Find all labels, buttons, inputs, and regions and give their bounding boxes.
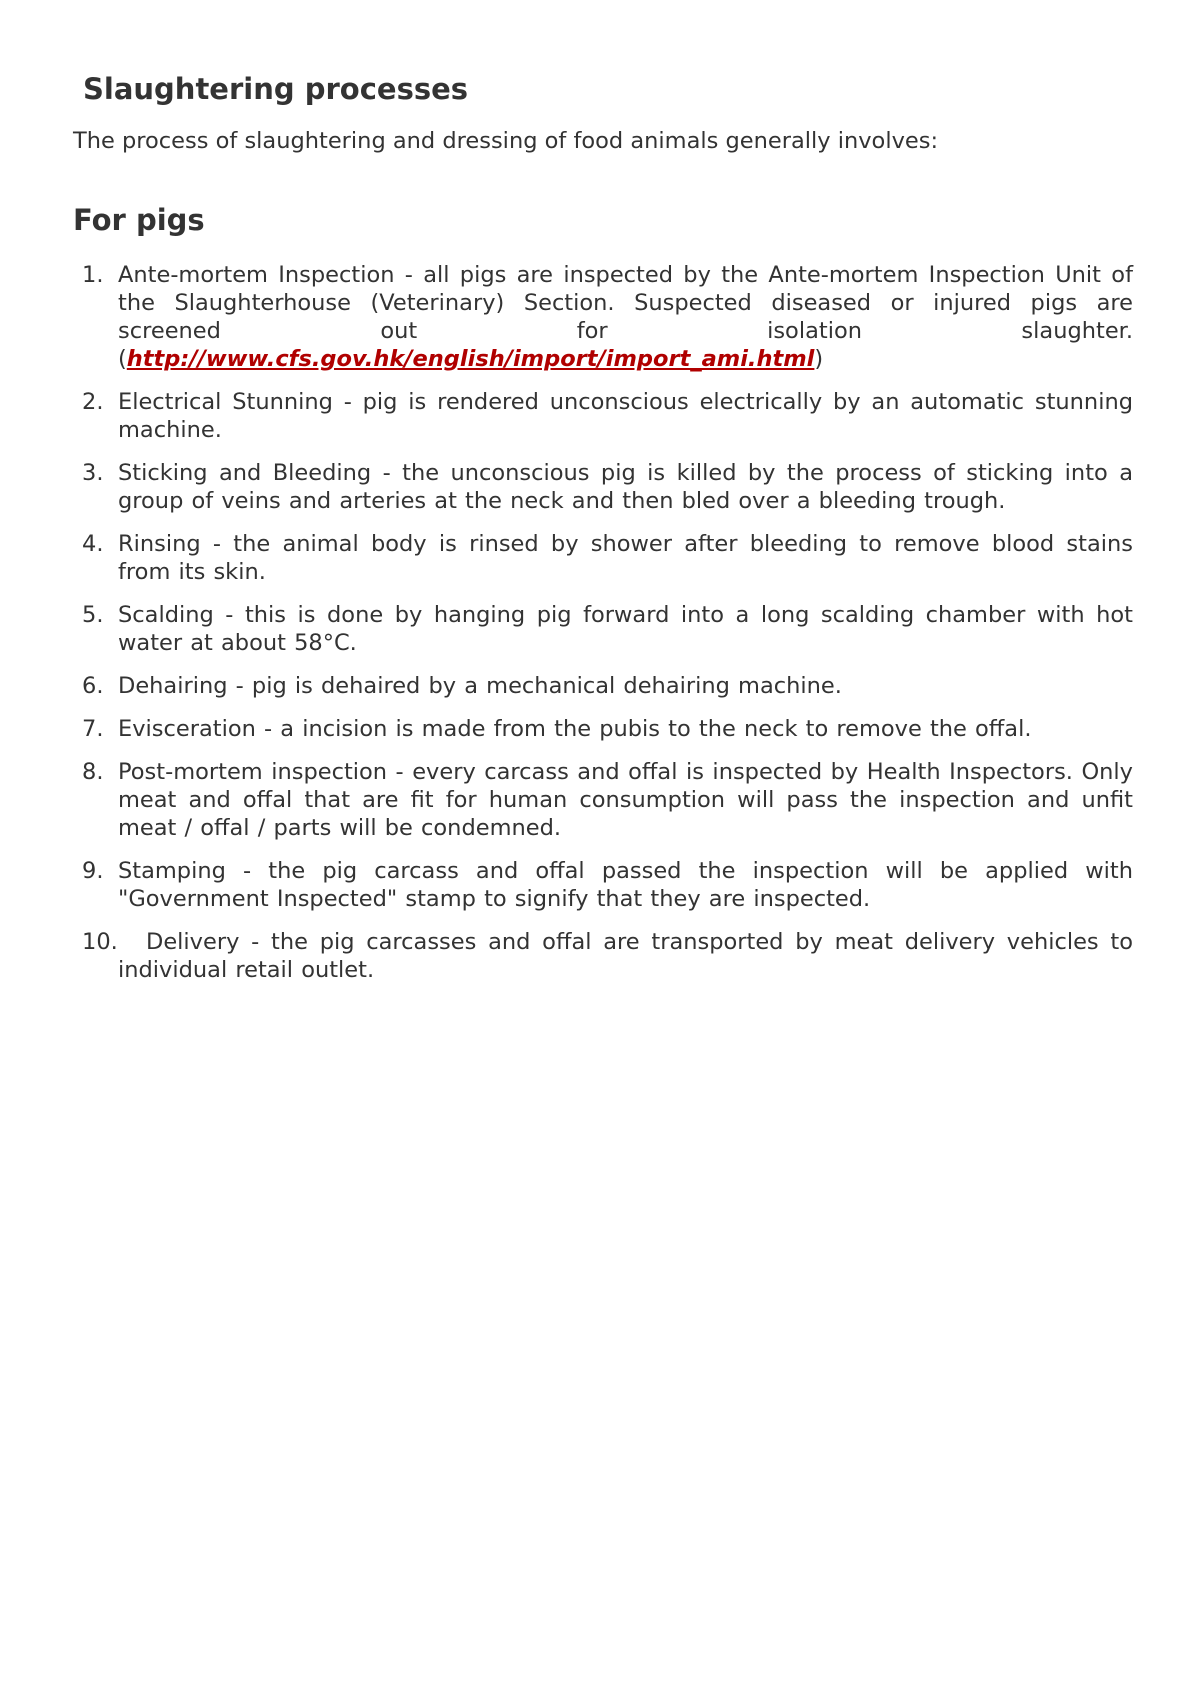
step-number: 2. [82, 389, 104, 415]
section-title-for-pigs: For pigs [73, 203, 205, 237]
step-text: Post-mortem inspection - every carcass and offal is inspected by Health Inspectors. Only meat and offal that are fit for human consumption will pass the inspection and unfit meat / offal / parts will be condemned. [118, 759, 1133, 841]
step-text: Rinsing - the animal body is rinsed by shower after bleeding to remove blood stains from its skin. [118, 531, 1133, 585]
step-number: 6. [82, 673, 104, 699]
step-text: Evisceration - a incision is made from the pubis to the neck to remove the offal. [118, 716, 1032, 742]
step-text: Dehairing - pig is dehaired by a mechanical dehairing machine. [118, 673, 842, 699]
step-number: 7. [82, 716, 104, 742]
step-number: 3. [82, 460, 104, 486]
import-ami-link[interactable]: http://www.cfs.gov.hk/english/import/import_ami.html [126, 346, 815, 372]
step-text [118, 262, 1133, 372]
step-number: 10. [82, 929, 118, 955]
step-text: Delivery - the pig carcasses and offal are transported by meat delivery vehicles to individual retail outlet. [118, 929, 1133, 983]
step-text-after-link: ) [814, 346, 824, 372]
step-text-before-link: Ante-mortem Inspection - all pigs are inspected by the Ante-mortem Inspection Unit of the Slaughterhouse (Veterinary) Section. Suspected diseased or injured pigs are screened out for isolation slaughter. ( [118, 262, 1133, 372]
list-item [73, 857, 1133, 913]
step-number: 5. [82, 602, 104, 628]
list-item [73, 672, 1133, 700]
list-item [73, 601, 1133, 657]
list-item [73, 261, 1133, 373]
step-number: 1. [82, 262, 104, 288]
step-text: Scalding - this is done by hanging pig forward into a long scalding chamber with hot water at about 58°C. [118, 602, 1133, 656]
step-number: 4. [82, 531, 104, 557]
step-number: 9. [82, 858, 104, 884]
list-item [73, 928, 1133, 984]
intro-paragraph: The process of slaughtering and dressing of food animals generally involves: [73, 128, 939, 154]
step-text: Sticking and Bleeding - the unconscious pig is killed by the process of sticking into a group of veins and arteries at the neck and then bled over a bleeding trough. [118, 460, 1133, 514]
list-item [73, 530, 1133, 586]
list-item [73, 715, 1133, 743]
list-item [73, 388, 1133, 444]
step-text: Electrical Stunning - pig is rendered unconscious electrically by an automatic stunning machine. [118, 389, 1133, 443]
process-steps-list [73, 261, 1133, 999]
list-item [73, 758, 1133, 842]
page-title: Slaughtering processes [83, 72, 469, 106]
step-number: 8. [82, 759, 104, 785]
list-item [73, 459, 1133, 515]
step-text: Stamping - the pig carcass and offal passed the inspection will be applied with "Government Inspected" stamp to signify that they are inspected. [118, 858, 1133, 912]
